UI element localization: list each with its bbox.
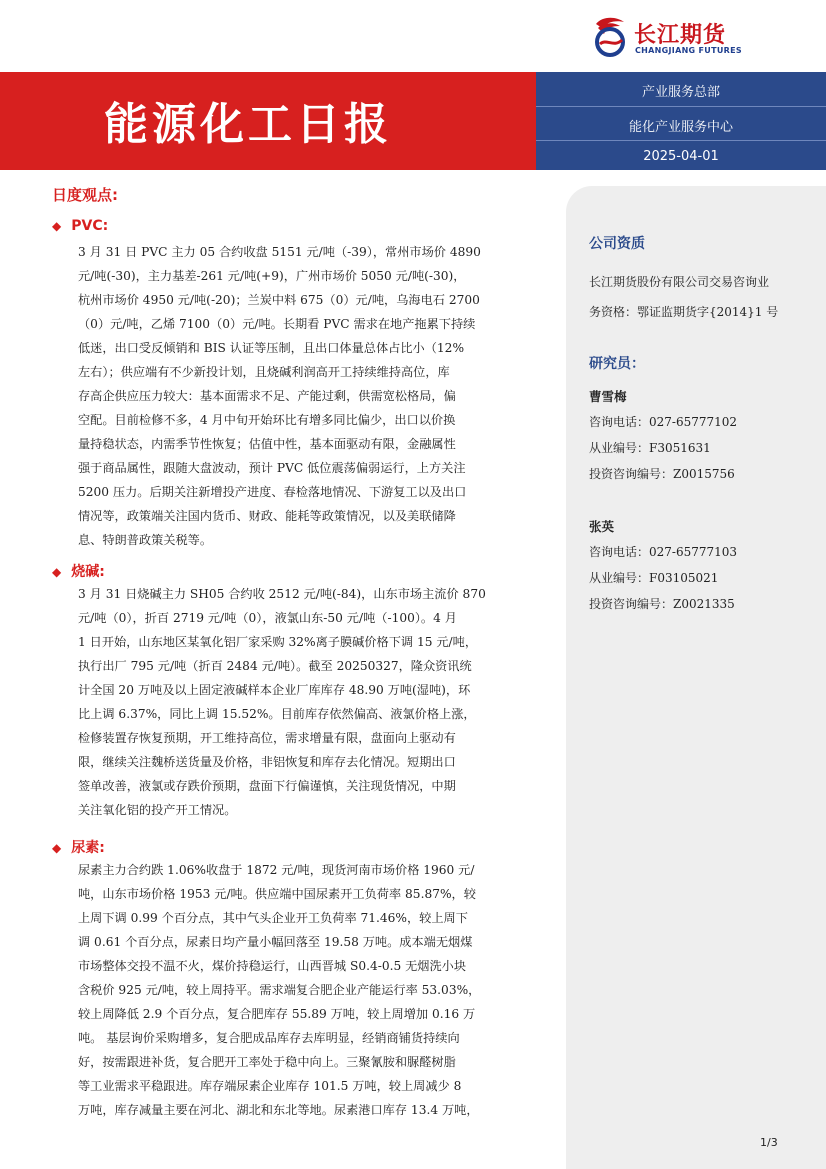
text-line: 元/吨（0），折百 2719 元/吨（0），液氯山东-50 元/吨（-100）。4 月 — [78, 611, 457, 625]
text-line: 吨。 基层询价采购增多，复合肥成品库存去库明显，经销商铺货持续向 — [78, 1031, 460, 1045]
text-line: 情况等，政策端关注国内货币、财政、能耗等政策情况，以及美联储降 — [78, 509, 456, 523]
header-divider — [536, 106, 826, 107]
researcher-phone: 咨询电话：027-65777102 — [589, 415, 738, 429]
text-line: 等工业需求平稳跟进。库存端尿素企业库存 101.5 万吨，较上周减少 8 — [78, 1079, 462, 1093]
changjiang-logo-icon — [590, 14, 630, 58]
researcher-phone: 咨询电话：027-65777103 — [589, 545, 738, 559]
daily-view-heading: 日度观点: — [52, 186, 118, 204]
text-line: 关注氧化铝的投产开工情况。 — [78, 803, 237, 817]
company-logo — [590, 12, 770, 62]
header-dept: 产业服务总部 — [641, 85, 720, 100]
header-date: 2025-04-01 — [643, 149, 719, 164]
text-line: 吨，山东市场价格 1953 元/吨。供应端中国尿素开工负荷率 85.87%，较 — [78, 887, 476, 901]
researcher-advisory: 投资咨询编号：Z0015756 — [589, 467, 735, 481]
company-qualification-text: 务资格：鄂证监期货字{2014}1 号 — [589, 305, 779, 319]
text-line: 元/吨(-30)，主力基差-261 元/吨(+9)，广州市场价 5050 元/吨(-30)， — [78, 269, 466, 283]
text-line: 3 月 31 日烧碱主力 SH05 合约收 2512 元/吨(-84)，山东市场主流价 870 — [78, 587, 486, 601]
text-line: 调 0.61 个百分点，尿素日均产量小幅回落至 19.58 万吨。成本端无烟煤 — [78, 935, 473, 949]
text-line: 签单改善，液氯或存跌价预期，盘面下行偏谨慎，关注现货情况，中期 — [78, 779, 456, 793]
text-line: 好，按需跟进补货，复合肥开工率处于稳中向上。三聚氰胺和脲醛树脂 — [78, 1055, 456, 1069]
section-body-caustic-soda — [78, 582, 534, 822]
text-line: 尿素主力合约跌 1.06%收盘于 1872 元/吨，现货河南市场价格 1960 元/ — [78, 863, 475, 877]
diamond-bullet-icon: ◆ — [52, 219, 62, 233]
text-line: 限，继续关注魏桥送货量及价格，非铝恢复和库存去化情况。短期出口 — [78, 755, 456, 769]
text-line: 3 月 31 日 PVC 主力 05 合约收盘 5151 元/吨（-39），常州市场价 4890 — [78, 245, 481, 259]
right-info-panel — [566, 186, 826, 1169]
section-heading-caustic-soda — [52, 561, 105, 581]
text-line: 杭州市场价 4950 元/吨(-20)；兰炭中料 675（0）元/吨，乌海电石 2700 — [78, 293, 480, 307]
text-line: 执行出厂 795 元/吨（折百 2484 元/吨）。截至 20250327，隆众资讯统 — [78, 659, 472, 673]
researcher-name: 张英 — [589, 519, 615, 534]
text-line: 万吨，库存减量主要在河北、湖北和东北等地。尿素港口库存 13.4 万吨， — [78, 1103, 479, 1117]
text-line: 检修装置存恢复预期，开工维持高位，需求增量有限，盘面向上驱动有 — [78, 731, 456, 745]
text-line: 5200 压力。后期关注新增投产进度、春检落地情况、下游复工以及出口 — [78, 485, 467, 499]
section-title: 尿素: — [71, 840, 105, 856]
section-title: PVC: — [71, 218, 109, 234]
text-line: 强于商品属性，跟随大盘波动，预计 PVC 低位震荡偏弱运行，上方关注 — [78, 461, 466, 475]
header-center: 能化产业服务中心 — [628, 120, 733, 135]
researcher-cert: 从业编号：F03105021 — [589, 571, 719, 585]
section-heading-urea — [52, 837, 105, 857]
text-line: 量持稳状态，内需季节性恢复；估值中性，基本面驱动有限，金融属性 — [78, 437, 456, 451]
report-title: 能源化工日报 — [104, 99, 392, 150]
text-line: 市场整体交投不温不火，煤价持稳运行，山西晋城 S0.4-0.5 无烟洗小块 — [78, 959, 467, 973]
text-line: 1 日开始，山东地区某氧化铝厂家采购 32%离子膜碱价格下调 15 元/吨， — [78, 635, 478, 649]
researcher-name: 曹雪梅 — [589, 389, 627, 404]
text-line: 息、特朗普政策关税等。 — [78, 533, 213, 547]
section-body-pvc — [78, 240, 534, 552]
page-number: 1/3 — [760, 1136, 778, 1149]
logo-name-cn: 长江期货 — [634, 23, 727, 48]
text-line: 左右）；供应端有不少新投计划，且烧碱利润高开工持续维持高位，库 — [78, 365, 450, 379]
diamond-bullet-icon: ◆ — [52, 565, 62, 579]
section-heading-pvc — [52, 218, 108, 234]
text-line: 存高企供应压力较大：基本面需求不足、产能过剩，供需宽松格局，偏 — [78, 389, 456, 403]
text-line: 比上调 6.37%，同比上调 15.52%。目前库存依然偏高、液氯价格上涨， — [78, 707, 476, 721]
text-line: 低迷，出口受反倾销和 BIS 认证等压制，且出口体量总体占比小（12% — [78, 341, 465, 355]
researcher-cert: 从业编号：F3051631 — [589, 441, 711, 455]
logo-name-en: CHANGJIANG FUTURES — [635, 46, 742, 55]
text-line: 含税价 925 元/吨，较上周持平。需求端复合肥企业产能运行率 53.03%， — [78, 983, 481, 997]
company-qualification-text: 长江期货股份有限公司交易咨询业 — [589, 275, 770, 289]
text-line: 空配。目前检修不多，4 月中旬开始环比有增多同比偏少，出口以价换 — [78, 413, 456, 427]
header-divider — [536, 140, 826, 141]
researchers-heading: 研究员： — [589, 356, 645, 372]
text-line: 上周下调 0.99 个百分点，其中气头企业开工负荷率 71.46%，较上周下 — [78, 911, 468, 925]
text-line: 计全国 20 万吨及以上固定液碱样本企业厂库库存 48.90 万吨(湿吨)，环 — [78, 683, 471, 697]
text-line: 较上周降低 2.9 个百分点，复合肥库存 55.89 万吨，较上周增加 0.16 万 — [78, 1007, 476, 1021]
section-title: 烧碱: — [71, 564, 105, 580]
text-line: （0）元/吨，乙烯 7100（0）元/吨。长期看 PVC 需求在地产拖累下持续 — [78, 317, 476, 331]
researcher-advisory: 投资咨询编号：Z0021335 — [589, 597, 735, 611]
section-body-urea — [78, 858, 534, 1122]
company-qualification-heading: 公司资质 — [589, 236, 645, 252]
diamond-bullet-icon: ◆ — [52, 841, 62, 855]
